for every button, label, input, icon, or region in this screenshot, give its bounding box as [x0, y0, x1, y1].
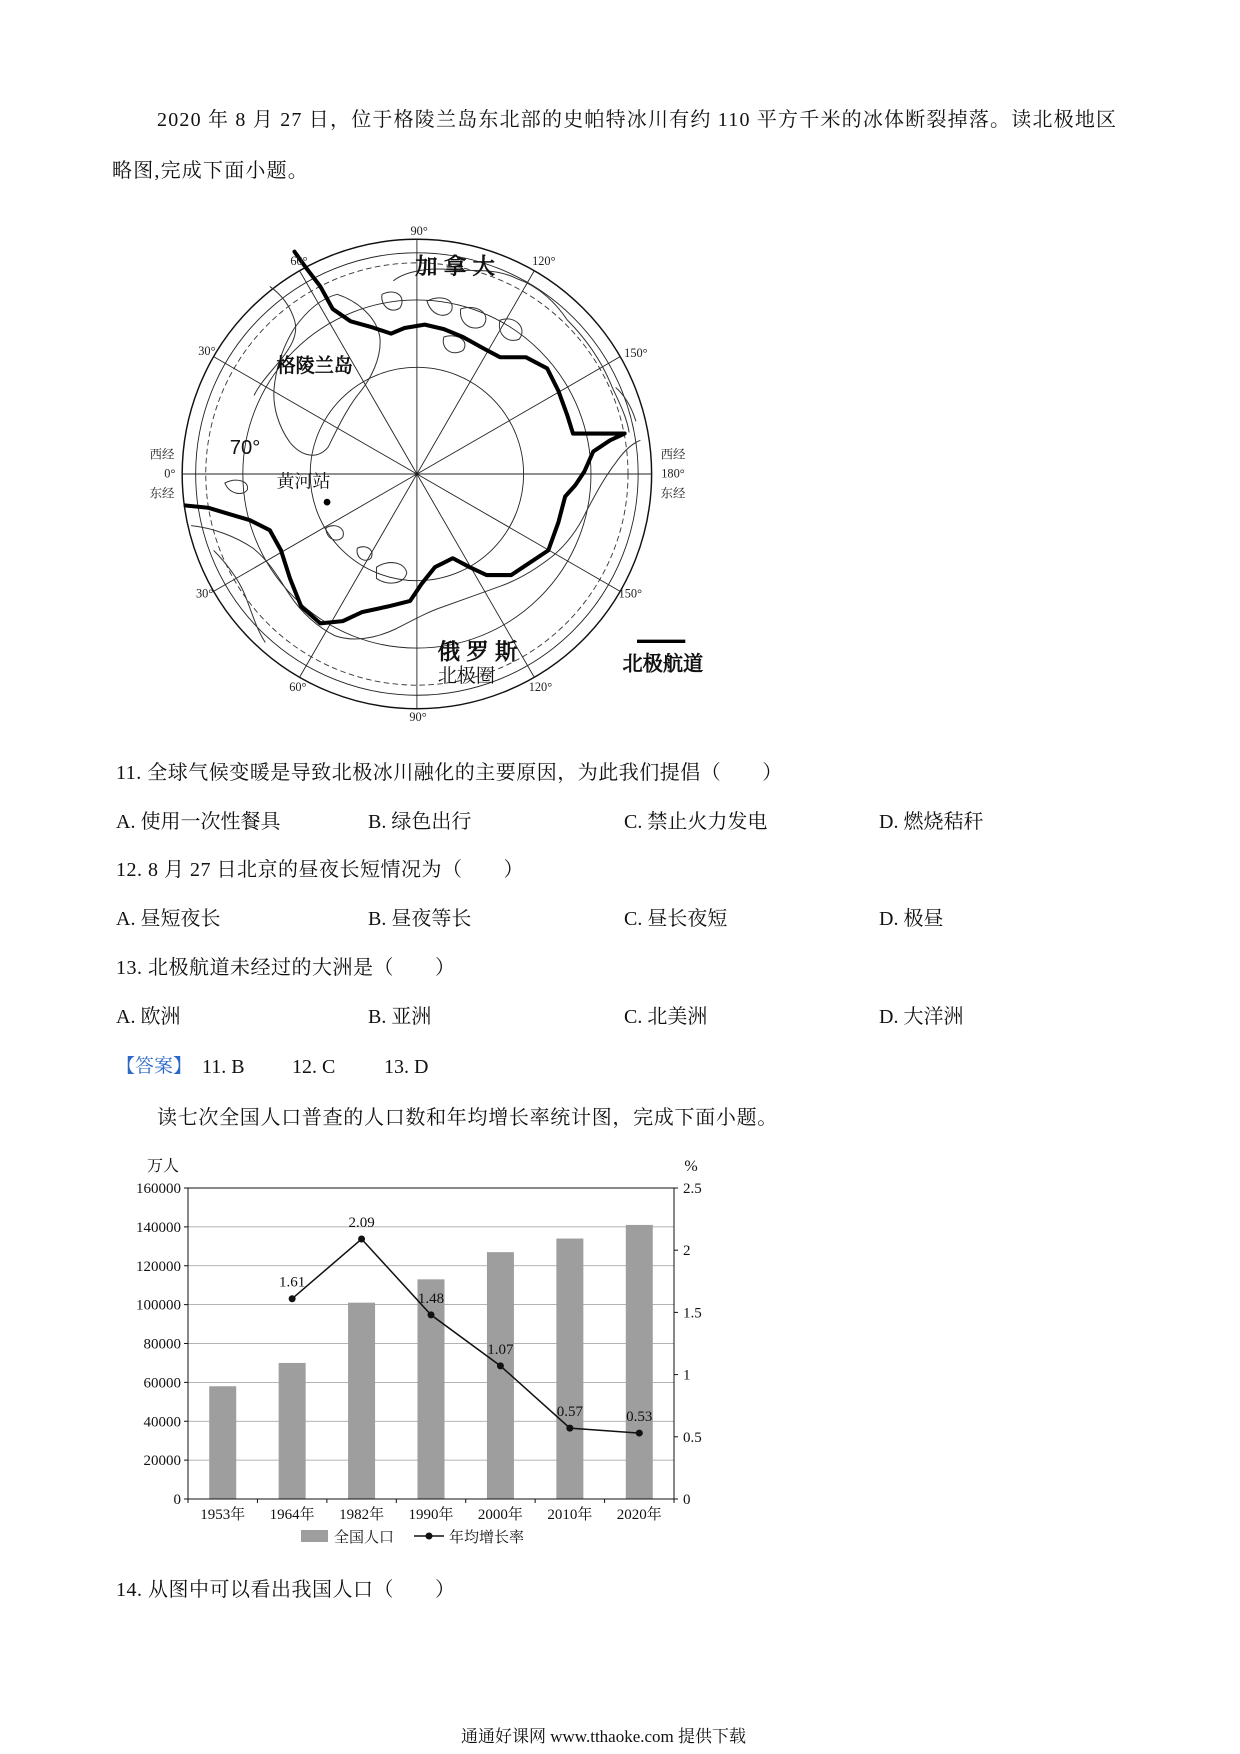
- growth-rate-data-label: 2.09: [348, 1215, 375, 1232]
- coastline-island: [499, 319, 522, 341]
- legend-label-population: 全国人口: [334, 1530, 395, 1546]
- y-tick-label-left: 160000: [136, 1181, 181, 1197]
- question-13-stem: 13. 北极航道未经过的大洲是（ ）: [116, 957, 456, 979]
- growth-rate-data-label: 1.61: [279, 1274, 306, 1291]
- y-tick-label-left: 120000: [136, 1258, 181, 1275]
- y-tick-label-left: 100000: [136, 1297, 181, 1314]
- map-label-70-degrees: 70°: [229, 436, 261, 459]
- question-12-option-d: D. 极昼: [879, 908, 944, 930]
- map-label-station: 黄河站: [276, 471, 331, 492]
- question-11-option-a: A. 使用一次性餐具: [116, 811, 281, 833]
- question-13-option-d: D. 大洋洲: [879, 1006, 964, 1028]
- y-tick-label-right: 0: [683, 1492, 691, 1508]
- y-tick-label-right: 2: [683, 1243, 691, 1260]
- west-longitude-label-left: 西经: [149, 447, 175, 462]
- answer-item-13: 13. D: [384, 1056, 429, 1078]
- intro-line-1: 2020 年 8 月 27 日，位于格陵兰岛东北部的史帕特冰川有约 110 平方千米的冰体断裂掉落。读北极地区: [157, 109, 1118, 131]
- y-tick-label-left: 140000: [136, 1219, 181, 1236]
- question-12-option-a: A. 昼短夜长: [116, 908, 221, 930]
- y-tick-label-left: 80000: [143, 1336, 181, 1353]
- question-11-option-b: B. 绿色出行: [368, 811, 472, 833]
- coastline-island: [460, 307, 485, 328]
- coastline-north-america: [393, 269, 629, 432]
- chart-legend: [301, 1528, 524, 1546]
- question-13-option-a: A. 欧洲: [116, 1006, 181, 1028]
- degree-label-upper-150: 150°: [624, 346, 648, 361]
- growth-rate-point: [428, 1311, 435, 1318]
- degree-label-lower-60: 60°: [289, 679, 307, 694]
- growth-rate-data-label: 1.07: [487, 1341, 514, 1358]
- west-longitude-label-right: 西经: [660, 447, 686, 462]
- bar-1964年: [279, 1363, 306, 1499]
- answer-item-12: 12. C: [292, 1056, 336, 1078]
- legend-label-growth: 年均增长率: [449, 1530, 525, 1546]
- x-tick-label: 1964年: [269, 1507, 315, 1523]
- map-label-greenland: 格陵兰岛: [276, 355, 353, 377]
- population-chart: [110, 1150, 730, 1550]
- y-tick-label-right: 1.5: [683, 1305, 702, 1322]
- coastline-island: [357, 547, 372, 561]
- growth-rate-data-label: 0.57: [556, 1404, 583, 1421]
- degree-label-bottom-90: 90°: [409, 710, 427, 725]
- map-label-russia: 俄 罗 斯: [437, 639, 518, 665]
- x-tick-label: 2020年: [616, 1507, 662, 1523]
- question-12-options: [0, 907, 1240, 933]
- degree-label-180: 180°: [661, 466, 685, 481]
- x-tick-label: 2000年: [477, 1507, 523, 1523]
- y-tick-label-left: 60000: [143, 1375, 181, 1392]
- east-longitude-label-right: 东经: [660, 486, 686, 501]
- bar-1982年: [348, 1303, 375, 1499]
- question-11-options: [0, 810, 1240, 836]
- coastline-alaska: [616, 388, 636, 422]
- map-label-canada: 加 拿 大: [415, 254, 496, 280]
- question-13-options: [0, 1005, 1240, 1031]
- growth-rate-point: [497, 1362, 504, 1369]
- degree-label-upper-120: 120°: [532, 254, 556, 269]
- east-longitude-label-left: 东经: [149, 486, 175, 501]
- bar-1953年: [209, 1386, 236, 1499]
- growth-rate-point: [636, 1430, 643, 1437]
- growth-rate-line: [292, 1239, 639, 1433]
- question-11-stem: 11. 全球气候变暖是导致北极冰川融化的主要原因，为此我们提倡（ ）: [116, 762, 783, 784]
- degree-label-upper-60: 60°: [290, 254, 308, 269]
- question-13-option-c: C. 北美洲: [624, 1006, 708, 1028]
- question-12-option-c: C. 昼长夜短: [624, 908, 728, 930]
- y-tick-label-left: 40000: [143, 1414, 181, 1431]
- growth-rate-point: [566, 1425, 573, 1432]
- bar-2000年: [487, 1252, 514, 1499]
- question-13-option-b: B. 亚洲: [368, 1006, 432, 1028]
- degree-label-top-90: 90°: [410, 223, 428, 238]
- map-label-arctic-circle: 北极圈: [437, 665, 495, 687]
- coastline-eurasia: [191, 440, 640, 639]
- x-tick-label: 1990年: [408, 1507, 454, 1523]
- degree-label-lower-150: 150°: [618, 586, 643, 601]
- bar-2010年: [556, 1239, 583, 1499]
- bar-2020年: [626, 1225, 653, 1499]
- growth-rate-data-label: 1.48: [417, 1290, 445, 1307]
- question-11-option-d: D. 燃烧秸秆: [879, 811, 984, 833]
- coastline-svalbard: [326, 526, 343, 540]
- question-11-option-c: C. 禁止火力发电: [624, 811, 768, 833]
- answer-row: [0, 1055, 1240, 1081]
- y-tick-label-right: 1: [683, 1367, 691, 1384]
- y-tick-label-right: 2.5: [683, 1181, 702, 1197]
- y-axis-unit-right: %: [684, 1158, 698, 1175]
- page-footer: 通通好课网 www.tthaoke.com 提供下载: [461, 1727, 747, 1746]
- x-tick-label: 1953年: [200, 1507, 246, 1523]
- degree-label-lower-120: 120°: [528, 679, 553, 694]
- growth-rate-point: [289, 1295, 296, 1302]
- degree-label-upper-30: 30°: [198, 343, 216, 358]
- y-tick-label-left: 20000: [143, 1453, 181, 1470]
- growth-rate-point: [358, 1236, 365, 1243]
- degree-label-lower-30: 30°: [196, 586, 214, 601]
- degree-label-0: 0°: [164, 466, 176, 481]
- chart-intro: 读七次全国人口普查的人口数和年均增长率统计图，完成下面小题。: [157, 1107, 778, 1129]
- x-tick-label: 2010年: [547, 1507, 593, 1523]
- y-tick-label-left: 0: [173, 1492, 181, 1508]
- legend-swatch-population: [301, 1530, 328, 1542]
- answer-item-11: 11. B: [202, 1056, 245, 1078]
- question-14-stem: 14. 从图中可以看出我国人口（ ）: [116, 1579, 456, 1601]
- legend-marker-growth: [426, 1533, 433, 1540]
- route-legend-label: 北极航道: [622, 653, 704, 676]
- x-tick-label: 1982年: [339, 1507, 385, 1523]
- y-axis-unit-left: 万人: [146, 1158, 180, 1175]
- y-tick-label-right: 0.5: [683, 1429, 702, 1446]
- growth-rate-data-label: 0.53: [626, 1409, 653, 1426]
- answer-tag: 【答案】: [116, 1056, 193, 1077]
- station-marker: [324, 499, 331, 506]
- question-12-stem: 12. 8 月 27 日北京的昼夜长短情况为（ ）: [116, 859, 524, 881]
- intro-line-2: 略图,完成下面小题。: [112, 160, 309, 182]
- question-12-option-b: B. 昼夜等长: [368, 908, 472, 930]
- arctic-map: [144, 219, 719, 738]
- coastline-novaya-zemlya: [376, 563, 406, 584]
